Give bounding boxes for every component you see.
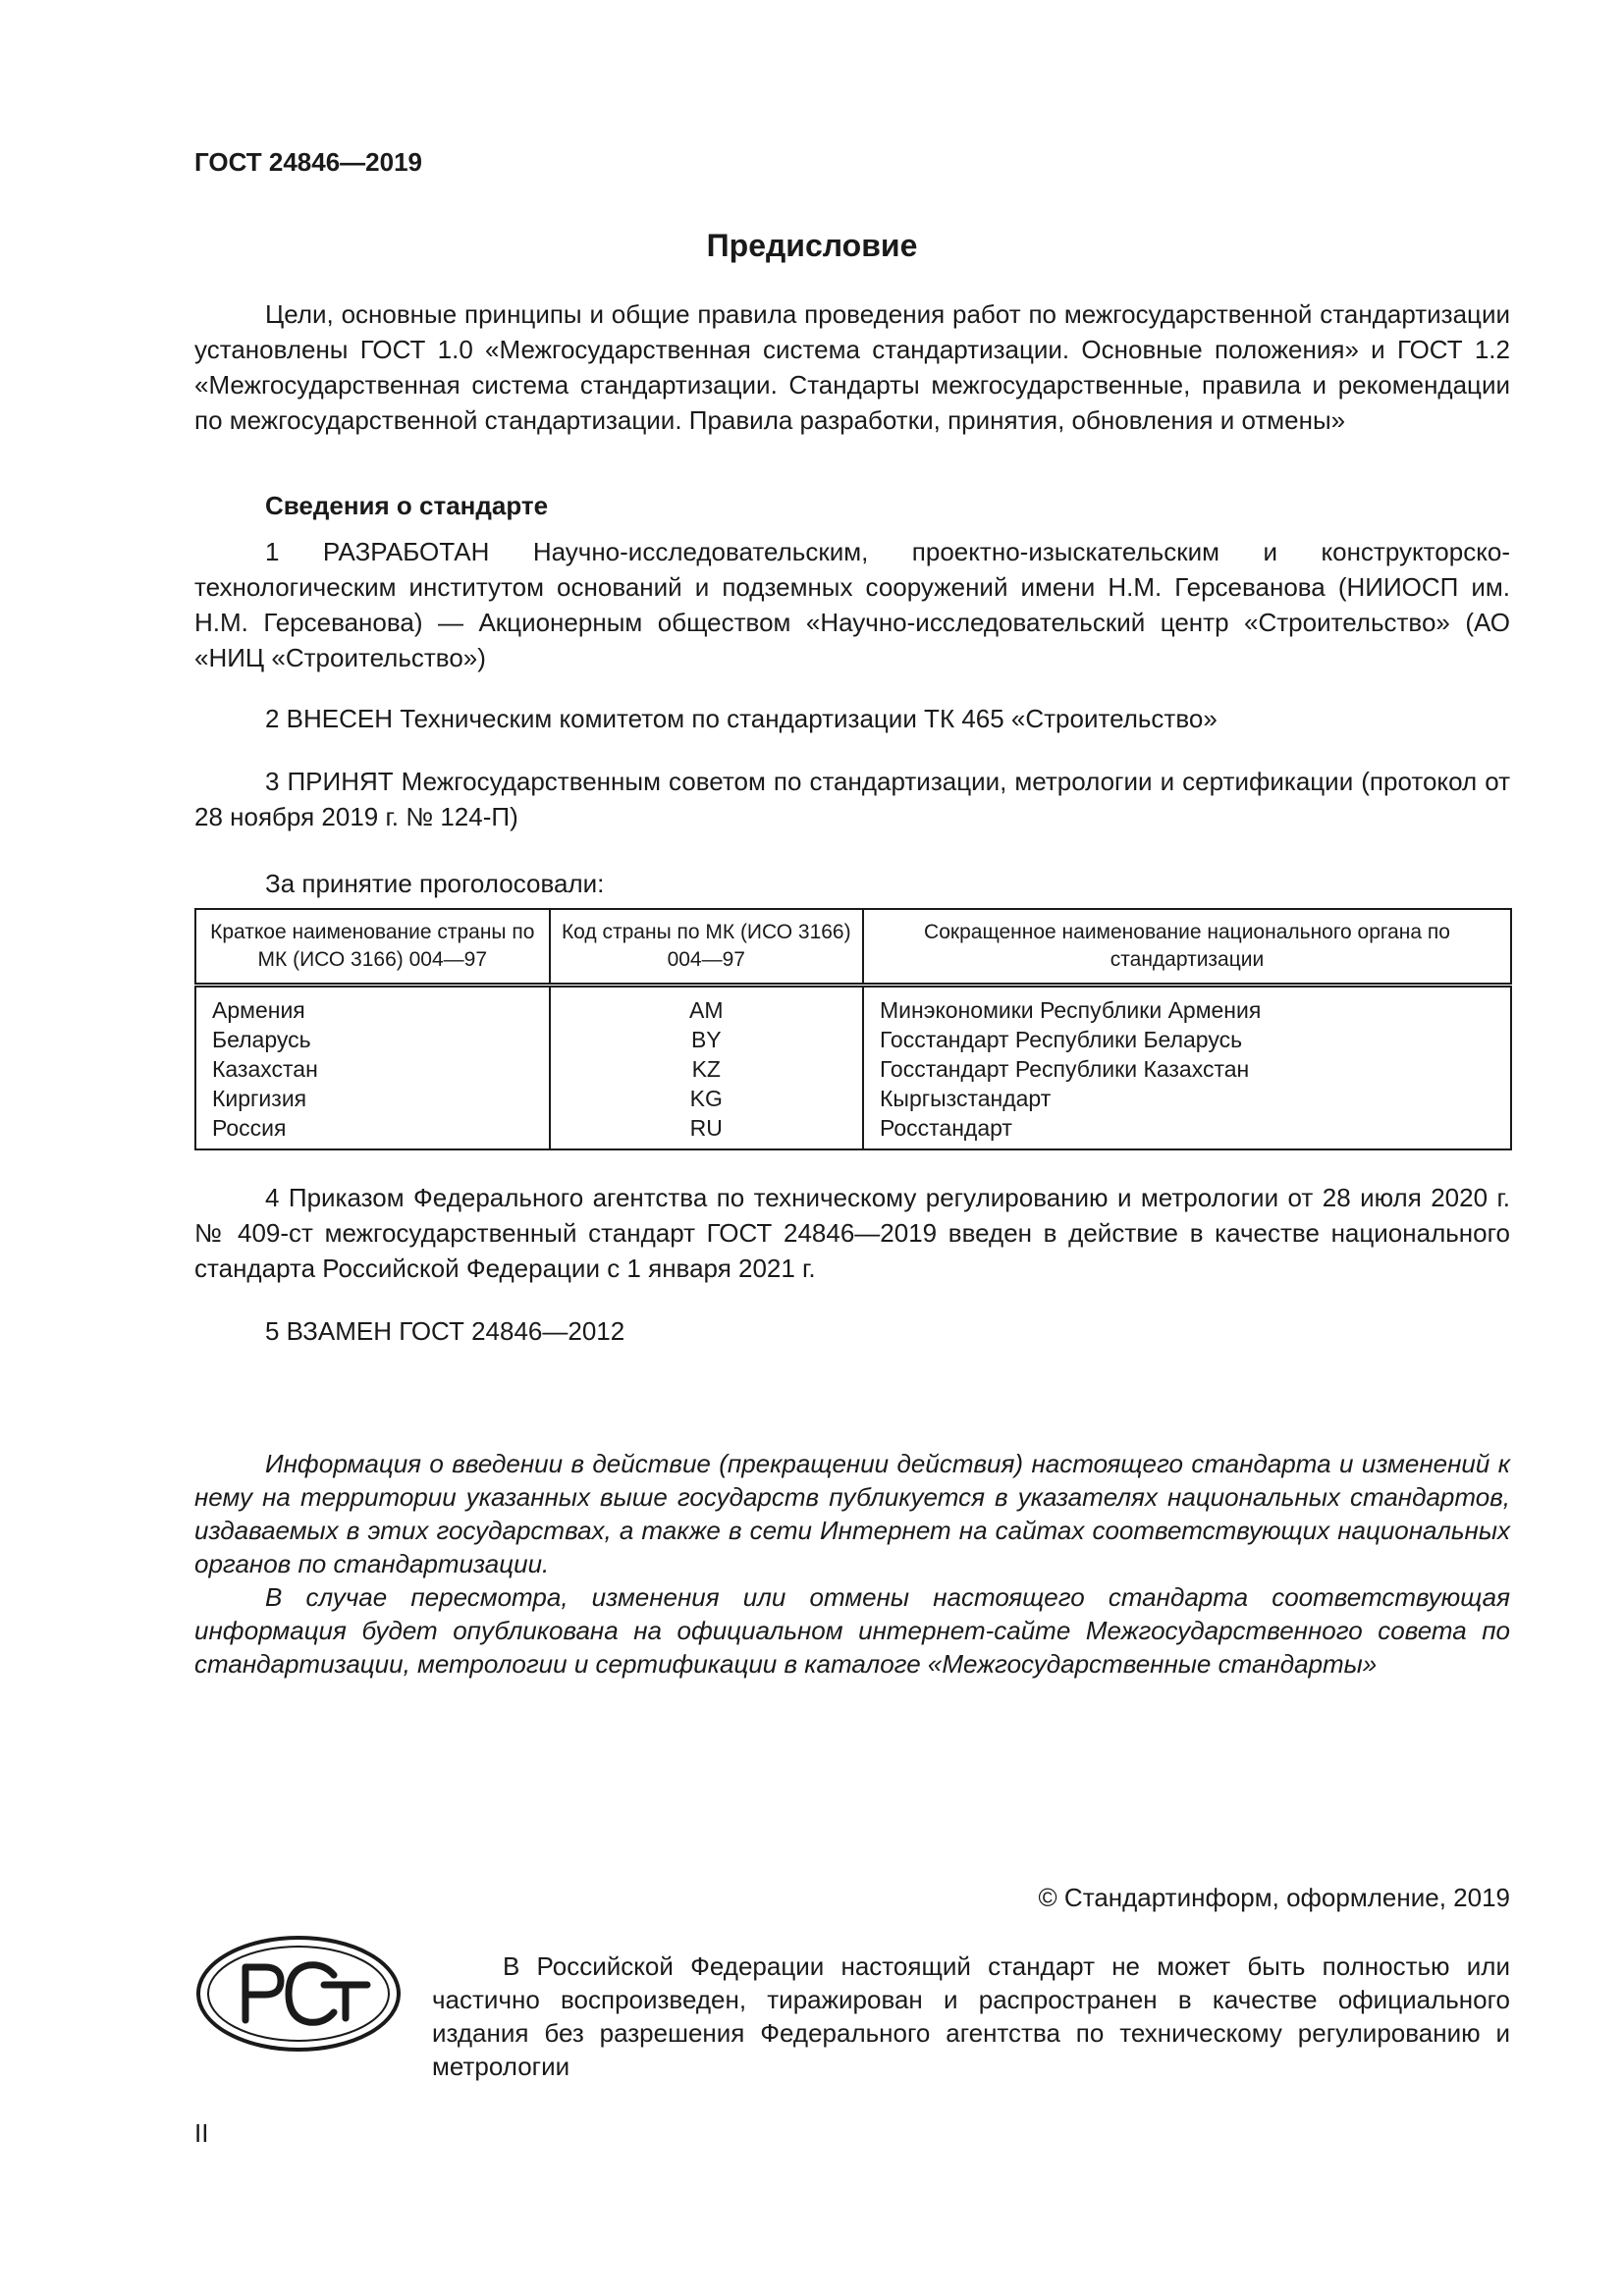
item-4-order: 4 Приказом Федерального агентства по техническому регулированию и метрологии от 28 июля 2020 г. № 409-ст межгосударственный стандарт ГОСТ 24846—2019 введен в действие в качестве национального стандарта Российской Федерации с 1 января 2021 г.: [194, 1183, 1510, 1283]
country-cell: Россия: [195, 1113, 550, 1149]
votes-label: За принятие проголосовали:: [265, 869, 605, 898]
country-cell: Армения: [195, 986, 550, 1026]
rights-paragraph: В Российской Федерации настоящий стандарт не может быть полностью или частично воспроизведен, тиражирован и распространен в качестве официального издания без разрешения Федерального агентства по техническому регулированию и метрологии: [432, 1951, 1510, 2081]
country-cell: Казахстан: [195, 1054, 550, 1084]
table-row: [195, 1054, 1511, 1084]
table-row: [195, 1025, 1511, 1054]
code-cell: KG: [550, 1084, 863, 1113]
copyright: © Стандартинформ, оформление, 2019: [1038, 1883, 1510, 1912]
country-cell: Беларусь: [195, 1025, 550, 1054]
body-cell: Кыргызстандарт: [880, 1086, 1052, 1111]
item-3-adopted: 3 ПРИНЯТ Межгосударственным советом по стандартизации, метрологии и сертификации (протокол от 28 ноября 2019 г. № 124-П): [194, 767, 1510, 831]
body-cell: Госстандарт Республики Казахстан: [880, 1056, 1250, 1082]
code-cell: BY: [550, 1025, 863, 1054]
page-number: II: [194, 2118, 209, 2148]
body-cell: Госстандарт Республики Беларусь: [880, 1027, 1243, 1052]
code-cell: KZ: [550, 1054, 863, 1084]
intro-paragraph: Цели, основные принципы и общие правила проведения работ по межгосударственной стандартизации установлены ГОСТ 1.0 «Межгосударственная система стандартизации. Основные положения» и ГОСТ 1.2 «Межгосударственная система стандартизации. Стандарты межгосударственные, правила и рекомендации по межгосударственной стандартизации. Правила разработки, принятия, обновления и отмены»: [194, 299, 1510, 435]
document-code: ГОСТ 24846—2019: [194, 147, 422, 177]
votes-table: [194, 908, 1512, 1150]
table-row: [195, 986, 1511, 1026]
table-row: [195, 1113, 1511, 1149]
item-2-submitted: 2 ВНЕСЕН Техническим комитетом по стандартизации ТК 465 «Строительство»: [265, 704, 1218, 733]
body-cell: Росстандарт: [880, 1115, 1012, 1141]
notice-paragraph-1: Информация о введении в действие (прекращении действия) настоящего стандарта и изменений к нему на территории указанных выше государств публикуется в указателях национальных стандартов, издаваемых в этих государствах, а также в сети Интернет на сайтах соответствующих национальных органов по стандартизации.: [194, 1449, 1510, 1578]
logo-text: РСТ: [194, 1934, 196, 1935]
table-header-row: [195, 909, 1511, 986]
header-country: Краткое наименование страны по МК (ИСО 3166) 004—97: [195, 909, 550, 986]
notice-paragraph-2: В случае пересмотра, изменения или отмены настоящего стандарта соответствующая информация будет опубликована на официальном интернет-сайте Межгосударственного совета по стандартизации, метрологии и сертификации в каталоге «Межгосударственные стандарты»: [194, 1582, 1510, 1679]
header-body: Сокращенное наименование национального органа по стандартизации: [863, 909, 1511, 986]
info-heading: Сведения о стандарте: [265, 491, 549, 520]
item-5-replaces: 5 ВЗАМЕН ГОСТ 24846—2012: [265, 1316, 625, 1346]
header-code: Код страны по МК (ИСО 3166) 004—97: [550, 909, 863, 986]
item-1-developed: 1 РАЗРАБОТАН Научно-исследовательским, проектно-изыскательским и конструкторско-технологическим институтом оснований и подземных сооружений имени Н.М. Герсеванова (НИИОСП им. Н.М. Герсеванова) — Акционерным обществом «Научно-исследовательский центр «Строительство» (АО «НИЦ «Строительство»): [194, 537, 1510, 672]
page-title: Предисловие: [706, 228, 918, 263]
code-cell: AM: [550, 986, 863, 1026]
code-cell: RU: [550, 1113, 863, 1149]
country-cell: Киргизия: [195, 1084, 550, 1113]
body-cell: Минэкономики Республики Армения: [880, 997, 1262, 1023]
rst-logo-icon: [194, 1934, 403, 2054]
table-row: [195, 1084, 1511, 1113]
